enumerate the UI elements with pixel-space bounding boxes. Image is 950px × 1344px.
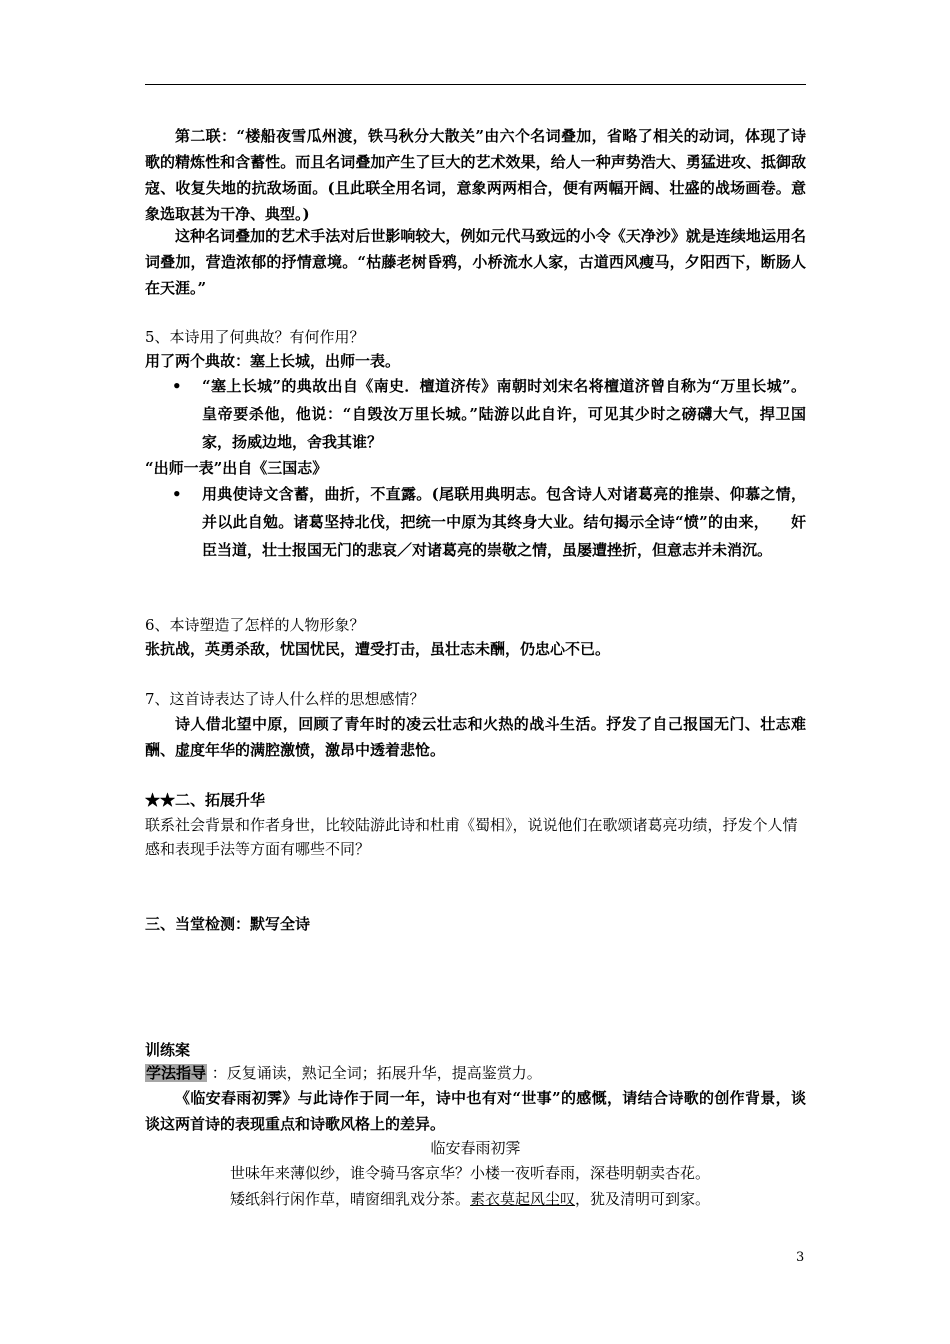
paragraph-second-couplet: 第二联：“楼船夜雪瓜州渡，铁马秋分大散关”由六个名词叠加，省略了相关的动词，体现了诗歌的精炼性和含蓄性。而且名词叠加产生了巨大的艺术效果，给人一种声势浩大、勇猛进攻、抵御敌寇、收复失地的抗敌场面。(且此联全用名词，意象两两相合，便有两幅开阔、壮盛的战场画卷。意象选取甚为干净、典型。) bbox=[145, 127, 806, 223]
answer-5: 用了两个典故：塞上长城，出师一表。 bbox=[145, 352, 401, 370]
header-rule bbox=[145, 84, 806, 85]
question-6: 6、本诗塑造了怎样的人物形象？ bbox=[145, 616, 365, 634]
bullet-item-great-wall bbox=[145, 372, 806, 456]
method-guide-label: 学法指导 bbox=[146, 1064, 207, 1082]
question-7: 7、这首诗表达了诗人什么样的思想感情？ bbox=[145, 690, 425, 708]
poem-line-2-part-a: 矮纸斜行闲作草，晴窗细乳戏分茶。 bbox=[230, 1190, 471, 1208]
section-heading-test: 三、当堂检测：默写全诗 bbox=[145, 915, 311, 933]
page-number: 3 bbox=[796, 1250, 805, 1265]
training-heading: 训练案 bbox=[145, 1041, 191, 1059]
method-guide-text: ：反复诵读，熟记全词；拓展升华，提高鉴赏力。 bbox=[211, 1064, 542, 1082]
source-chushibiao: “出师一表”出自《三国志》 bbox=[145, 459, 328, 477]
poem-line-1: 世味年来薄似纱，谁令骑马客京华？小楼一夜听春雨，深巷明朝卖杏花。 bbox=[230, 1164, 711, 1182]
bullet-text: “塞上长城”的典故出自《南史．檀道济传》南朝时刘宋名将檀道济曾自称为“万里长城”。皇帝要杀他，他说：“自毁汝万里长城。”陆游以此自许，可见其少时之磅礴大气，捍卫国家，扬威边地，舍我其谁？ bbox=[202, 377, 806, 451]
bullet-icon: • bbox=[172, 377, 182, 395]
method-guide bbox=[145, 1061, 806, 1085]
bullet-item-allusion-effect bbox=[145, 480, 806, 564]
section-extension-body: 联系社会背景和作者身世，比较陆游此诗和杜甫《蜀相》，说说他们在歌颂诸葛亮功绩，抒发个人情感和表现手法等方面有哪些不同？ bbox=[145, 816, 798, 858]
poem-underlined-phrase: 素衣莫起风尘叹 bbox=[470, 1190, 576, 1208]
poem-line-2 bbox=[230, 1186, 810, 1212]
section-heading-extension: ★★二、拓展升华 bbox=[145, 791, 266, 809]
answer-7: 诗人借北望中原，回顾了青年时的凌云壮志和火热的战斗生活。抒发了自己报国无门、壮志难酬、虚度年华的满腔激愤，激昂中透着悲怆。 bbox=[145, 715, 806, 759]
question-5: 5、本诗用了何典故？有何作用？ bbox=[145, 328, 365, 346]
poem-line-2-part-b: ，犹及清明可到家。 bbox=[575, 1190, 711, 1208]
paragraph-noun-stacking: 这种名词叠加的艺术手法对后世影响较大，例如元代马致远的小令《天净沙》就是连续地运用名词叠加，营造浓郁的抒情意境。“枯藤老树昏鸦，小桥流水人家，古道西风瘦马，夕阳西下，断肠人在天涯。” bbox=[145, 227, 806, 297]
answer-6: 张抗战，英勇杀敌，忧国忧民，遭受打击，虽壮志未酬，仍忠心不已。 bbox=[145, 640, 611, 658]
bullet-icon: • bbox=[172, 485, 182, 503]
poem-title: 临安春雨初霁 bbox=[430, 1139, 521, 1157]
training-prompt: 《临安春雨初霁》与此诗作于同一年，诗中也有对“世事”的感慨，请结合诗歌的创作背景，谈谈这两首诗的表现重点和诗歌风格上的差异。 bbox=[145, 1089, 806, 1133]
bullet-text: 用典使诗文含蓄，曲折，不直露。(尾联用典明志。包含诗人对诸葛亮的推崇、仰慕之情，并以此自勉。诸葛坚持北伐，把统一中原为其终身大业。结句揭示全诗“愤”的由来， 奸臣当道，壮士报国无门的悲哀／对诸葛亮的崇敬之情，虽屡遭挫折，但意志并未消沉。 bbox=[202, 485, 806, 559]
